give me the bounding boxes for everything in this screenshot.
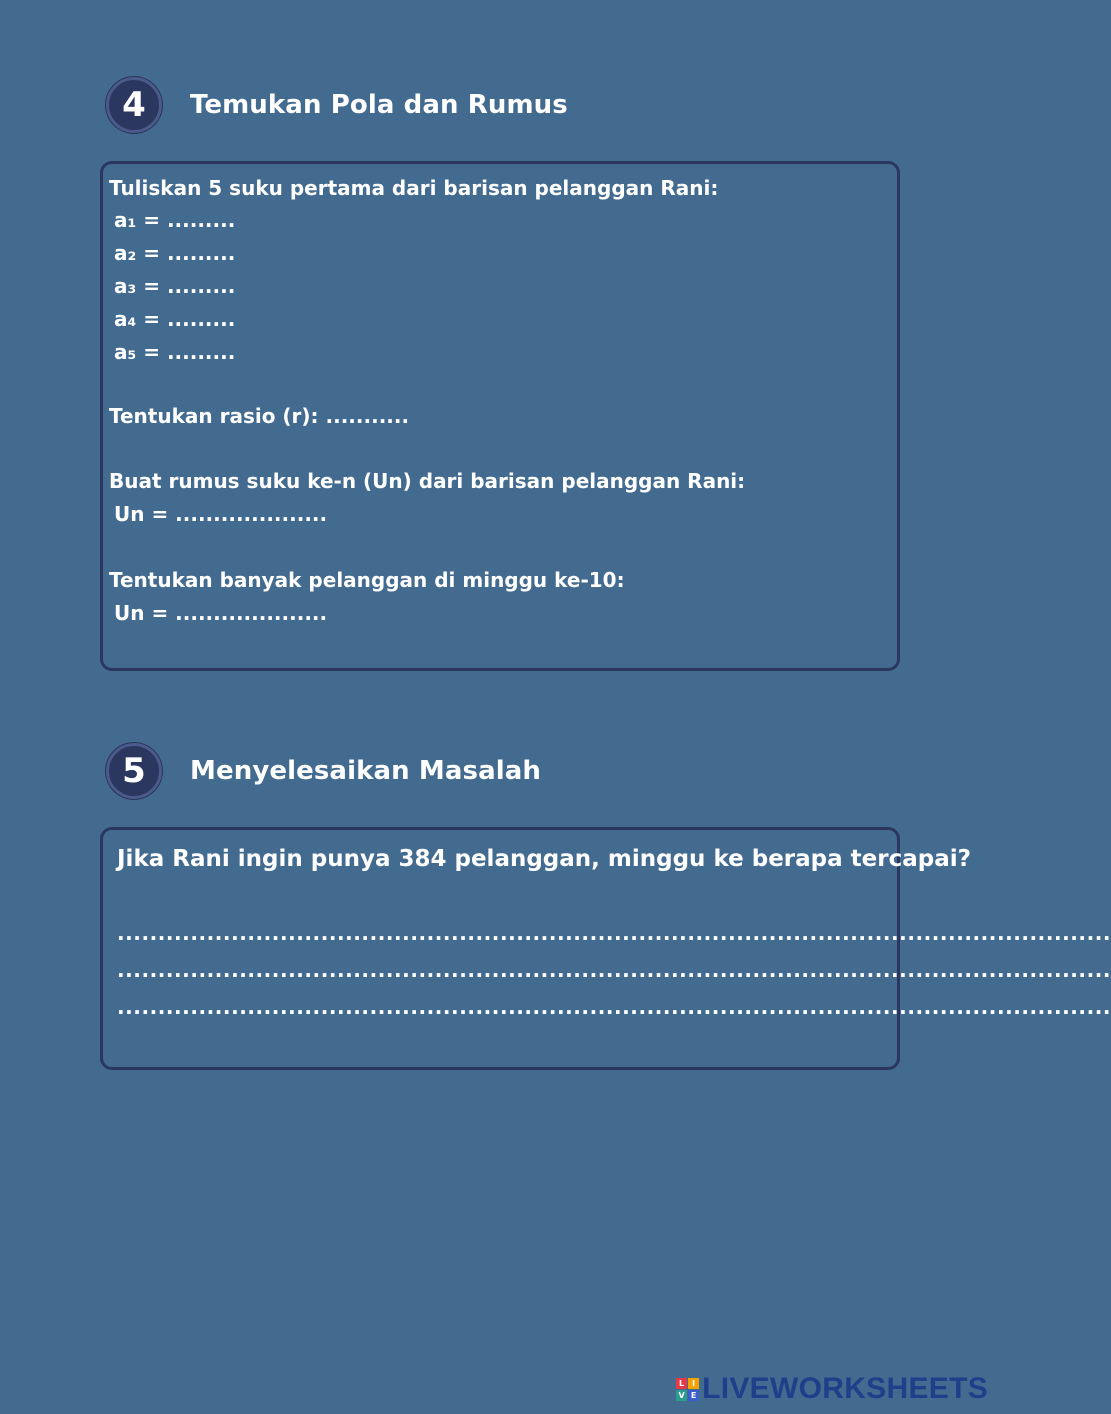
section-4-box [100, 161, 900, 671]
terms-instruction: Tuliskan 5 suku pertama dari barisan pelanggan Rani: [109, 176, 719, 200]
section-5-header [106, 740, 541, 802]
formula-answer-field[interactable]: Un = .................... [114, 502, 328, 526]
term-a1-field[interactable]: a₁ = ......... [114, 208, 236, 232]
section-4-number-badge: 4 [106, 77, 162, 133]
term-a5-field[interactable]: a₅ = ......... [114, 340, 236, 364]
brand-name: LIVEWORKSHEETS [702, 1372, 988, 1405]
section-5-box [100, 827, 1111, 1070]
week10-prompt: Tentukan banyak pelanggan di minggu ke-10: [109, 568, 625, 592]
section-5-number-badge: 5 [106, 743, 162, 799]
logo-letter-l: L [676, 1378, 687, 1389]
answer-line-1[interactable]: .......................................................................................................................... [117, 921, 1111, 945]
term-a3-field[interactable]: a₃ = ......... [114, 274, 236, 298]
section-4-header [106, 74, 568, 136]
liveworksheets-brand [676, 1372, 988, 1406]
ratio-field[interactable]: Tentukan rasio (r): ........... [109, 404, 410, 428]
problem-question: Jika Rani ingin punya 384 pelanggan, minggu ke berapa tercapai? [117, 846, 971, 872]
logo-letter-v: V [676, 1390, 687, 1401]
liveworksheets-logo-icon [676, 1378, 699, 1401]
logo-letter-e: E [688, 1390, 699, 1401]
term-a4-field[interactable]: a₄ = ......... [114, 307, 236, 331]
formula-prompt: Buat rumus suku ke-n (Un) dari barisan pelanggan Rani: [109, 469, 746, 493]
answer-line-3[interactable]: .......................................................................................................................... [117, 995, 1111, 1019]
answer-line-2[interactable]: .......................................................................................................................... [117, 958, 1111, 982]
section-5-title: Menyelesaikan Masalah [190, 756, 541, 786]
section-4-title: Temukan Pola dan Rumus [190, 90, 568, 120]
term-a2-field[interactable]: a₂ = ......... [114, 241, 236, 265]
logo-letter-i: I [688, 1378, 699, 1389]
week10-answer-field[interactable]: Un = .................... [114, 601, 328, 625]
